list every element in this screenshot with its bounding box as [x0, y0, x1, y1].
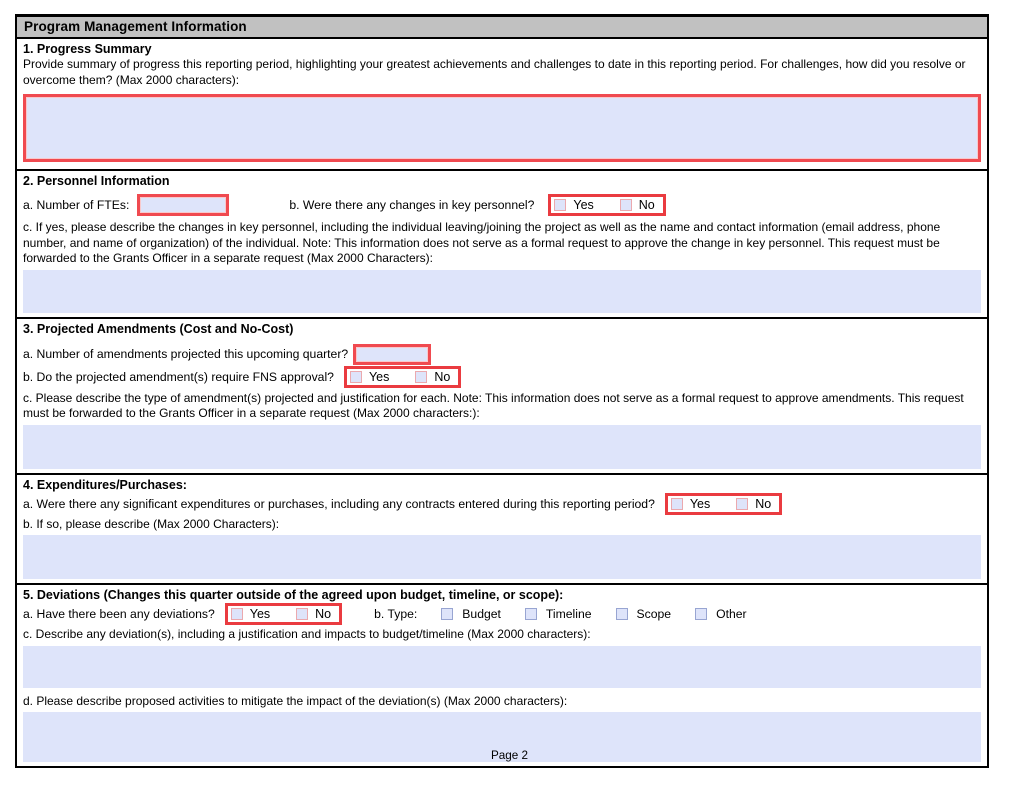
progress-summary-textarea[interactable] [23, 94, 981, 162]
fns-approval-no-label: No [434, 369, 451, 384]
section-5-title: 5. Deviations (Changes this quarter outside of the agreed upon budget, timeline, or scope): [23, 588, 564, 602]
personnel-changes-yn-group [548, 194, 665, 216]
section-3-title: 3. Projected Amendments (Cost and No-Cost) [23, 321, 294, 336]
type-scope-item [616, 607, 672, 621]
form-title: Program Management Information [24, 19, 247, 34]
deviations-question-label: a. Have there been any deviations? [23, 607, 215, 621]
type-scope-checkbox[interactable] [616, 608, 628, 620]
personnel-changes-label: b. Were there any changes in key personnel? [289, 198, 535, 212]
type-timeline-label: Timeline [545, 607, 592, 621]
deviations-describe-label: c. Describe any deviation(s), including a justification and impacts to budget/timeline (Max 2000 characters): [23, 627, 591, 641]
deviations-no-label: No [315, 607, 332, 621]
expenditures-yes-label: Yes [689, 496, 711, 511]
ftes-label: a. Number of FTEs: [23, 198, 130, 212]
deviation-type-label: b. Type: [374, 607, 418, 621]
section-1-intro: Provide summary of progress this reporting period, highlighting your greatest achievements and challenges to date in this reporting period. For challenges, how did you resolve or overcome them? (Max 2000 characters): [23, 57, 966, 87]
type-other-checkbox[interactable] [695, 608, 707, 620]
amendments-count-input[interactable] [353, 344, 431, 365]
expenditures-yn-group [665, 493, 782, 515]
deviations-description-textarea[interactable] [23, 646, 981, 688]
type-scope-label: Scope [636, 607, 672, 621]
section-personnel-information [17, 169, 987, 317]
type-other-label: Other [716, 607, 747, 621]
deviations-no-checkbox[interactable] [296, 608, 308, 620]
expenditures-question-label: a. Were there any significant expenditures or purchases, including any contracts entered during this reporting period? [23, 496, 655, 511]
fns-approval-yes-label: Yes [368, 369, 390, 384]
section-1-title: 1. Progress Summary [23, 42, 152, 56]
deviations-yes-checkbox[interactable] [231, 608, 243, 620]
expenditures-description-textarea[interactable] [23, 535, 981, 579]
amendments-count-label: a. Number of amendments projected this upcoming quarter? [23, 347, 349, 361]
expenditures-yes-checkbox[interactable] [671, 498, 683, 510]
mitigation-label: d. Please describe proposed activities to mitigate the impact of the deviation(s) (Max 2000 characters): [23, 693, 568, 708]
personnel-changes-textarea[interactable] [23, 270, 981, 313]
type-other-item [695, 607, 746, 621]
section-2-title: 2. Personnel Information [23, 174, 170, 188]
deviations-yes-label: Yes [249, 607, 271, 621]
personnel-changes-yes-label: Yes [573, 198, 594, 212]
section-progress-summary [17, 39, 987, 169]
deviations-yn-group [225, 603, 342, 625]
form-title-bar [17, 17, 987, 39]
type-timeline-checkbox[interactable] [525, 608, 537, 620]
type-budget-checkbox[interactable] [441, 608, 453, 620]
expenditures-no-checkbox[interactable] [736, 498, 748, 510]
type-budget-item [441, 607, 501, 621]
section-projected-amendments [17, 317, 987, 473]
expenditures-no-label: No [755, 496, 772, 511]
ftes-input[interactable] [137, 194, 229, 216]
expenditures-describe-label: b. If so, please describe (Max 2000 Characters): [23, 516, 280, 531]
fns-approval-yes-checkbox[interactable] [350, 371, 362, 383]
personnel-changes-yes-checkbox[interactable] [554, 199, 566, 211]
personnel-changes-no-label: No [638, 198, 655, 212]
personnel-changes-no-checkbox[interactable] [620, 199, 632, 211]
section-expenditures-purchases [17, 473, 987, 584]
program-management-form [15, 14, 989, 768]
amendments-description-textarea[interactable] [23, 425, 981, 469]
type-timeline-item [525, 607, 592, 621]
page-number: Page 2 [490, 749, 529, 762]
personnel-describe-label: c. If yes, please describe the changes in key personnel, including the individual leaving/joining the project as well as the name and contact information (email address, phone number, and name of organization) of the individual. Note: This information does not serve as a formal request to approve the change in key personnel. This request must be forwarded to the Grants Officer in a separate request (Max 2000 Characters): [23, 220, 941, 265]
fns-approval-no-checkbox[interactable] [415, 371, 427, 383]
amendments-describe-label: c. Please describe the type of amendment(s) projected and justification for each. Note: This information does not serve as a formal request to approve amendments. This request must be forwarded to the Grants Officer in a separate request (Max 2000 characters:): [23, 390, 964, 420]
type-budget-label: Budget [462, 607, 501, 621]
fns-approval-yn-group [344, 366, 461, 388]
fns-approval-label: b. Do the projected amendment(s) require FNS approval? [23, 369, 334, 384]
section-4-title: 4. Expenditures/Purchases: [23, 477, 187, 492]
section-deviations [17, 583, 987, 766]
